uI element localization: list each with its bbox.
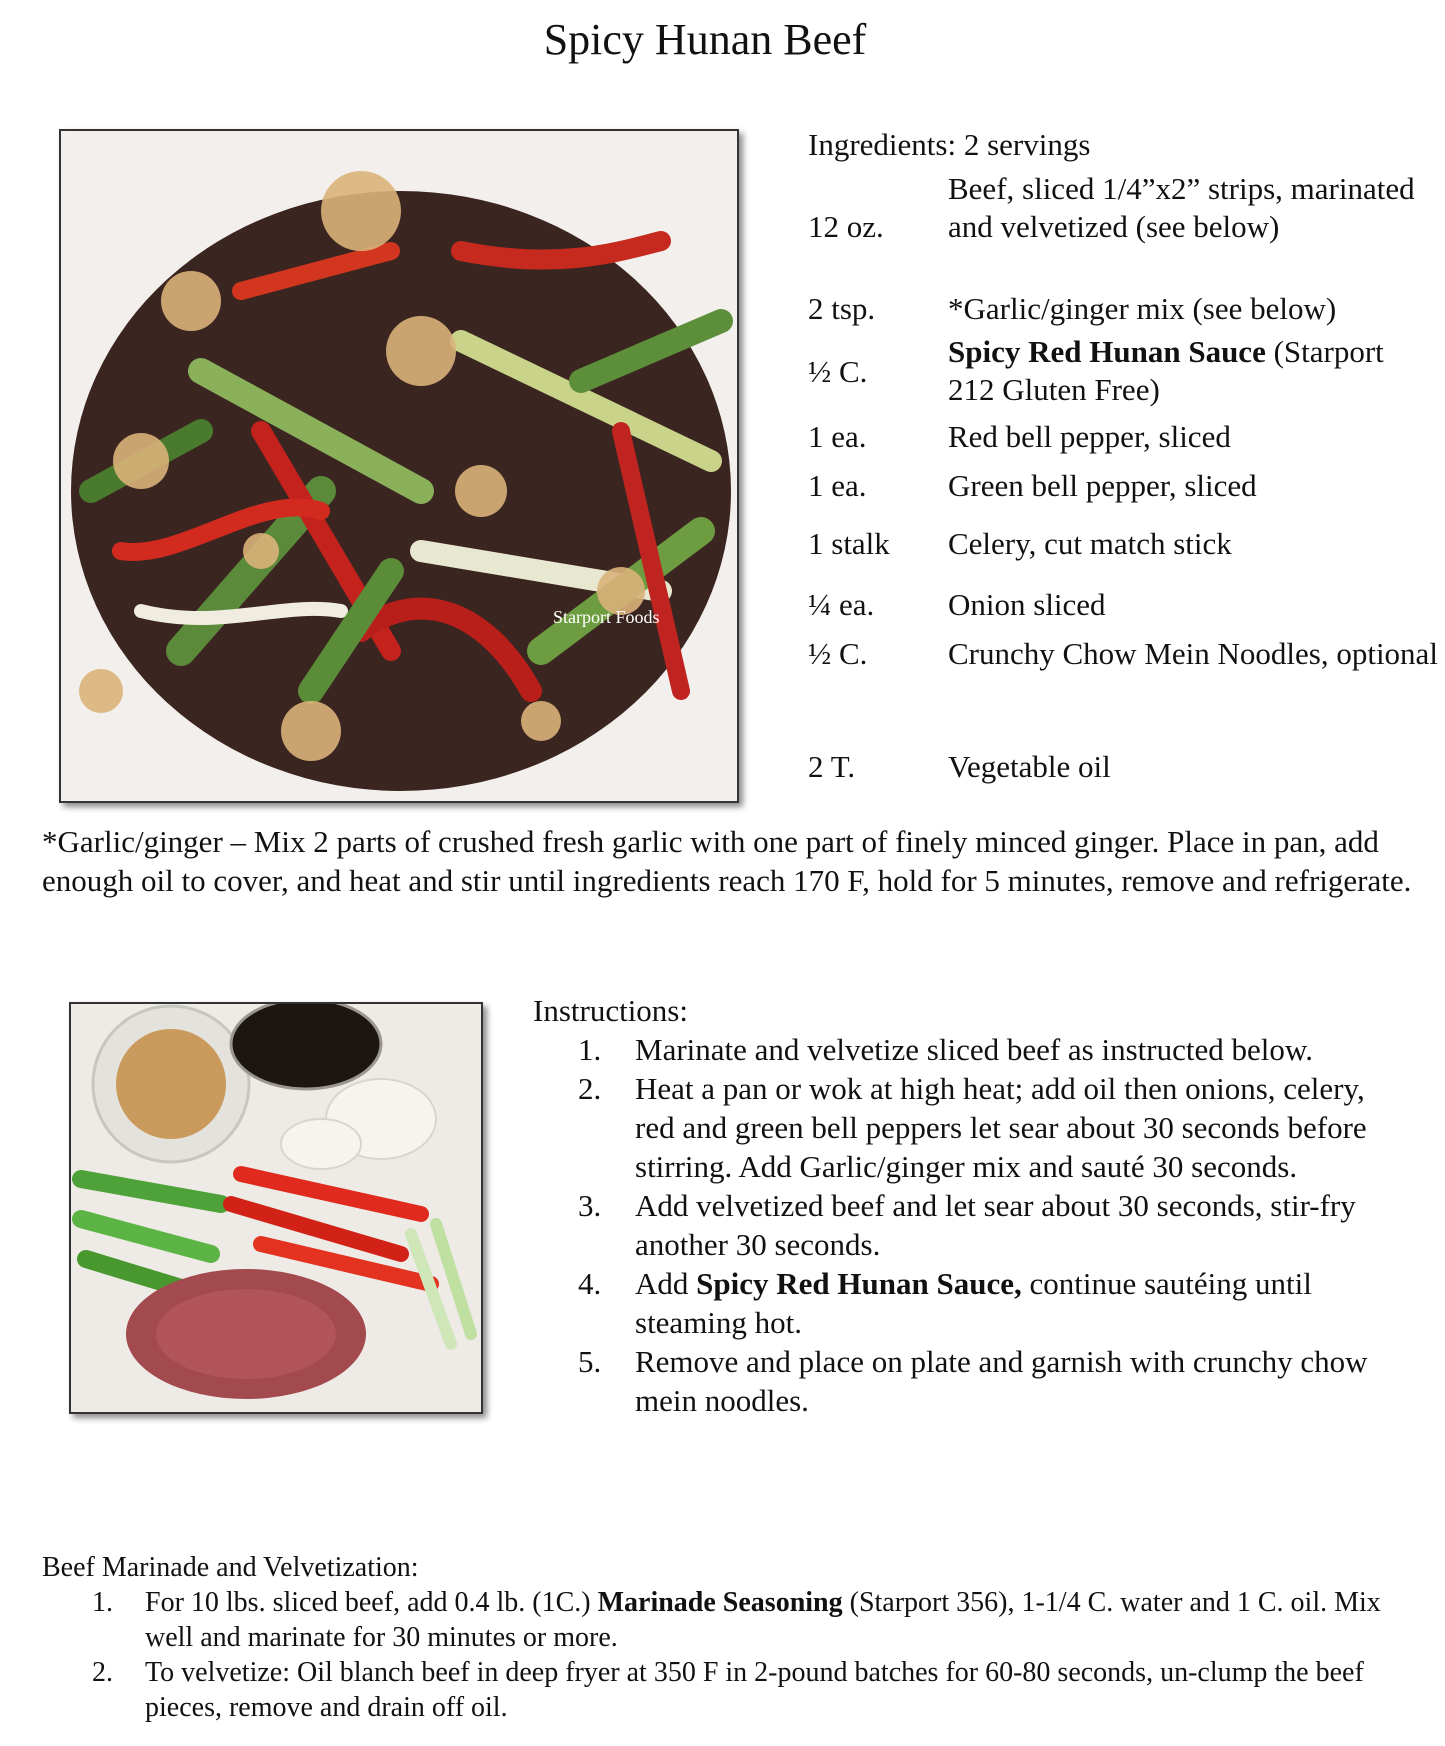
ingredients-title: Ingredients: 2 servings bbox=[808, 127, 1091, 162]
marinade-step bbox=[92, 1655, 1392, 1725]
step-number: 4. bbox=[578, 1266, 602, 1301]
ingredient-qty: 2 T. bbox=[808, 749, 856, 784]
step-number: 3. bbox=[578, 1188, 602, 1223]
step-text-post: (Starport 356), 1-1/4 C. water and 1 C. oil. Mix well and marinate for 30 minutes or more. bbox=[145, 1587, 1381, 1653]
ingredient-item bbox=[948, 333, 1438, 409]
instructions-list bbox=[578, 1030, 1398, 1420]
step-text bbox=[145, 1587, 1381, 1653]
instruction-step bbox=[578, 1342, 1398, 1420]
marinade-step bbox=[92, 1585, 1392, 1655]
ingredient-qty: 1 stalk bbox=[808, 526, 890, 561]
ingredient-qty: ½ C. bbox=[808, 636, 868, 671]
step-text: Add velvetized beef and let sear about 30 seconds, stir-fry another 30 seconds. bbox=[635, 1188, 1356, 1262]
recipe-title: Spicy Hunan Beef bbox=[543, 15, 867, 64]
marinade-list bbox=[92, 1585, 1392, 1725]
ingredient-qty: ¼ ea. bbox=[808, 587, 875, 622]
instruction-step bbox=[578, 1186, 1398, 1264]
watermark-text: Starport Foods bbox=[553, 607, 660, 627]
ingredient-item: Vegetable oil bbox=[948, 749, 1111, 784]
ingredient-qty: 2 tsp. bbox=[808, 291, 876, 326]
ingredient-qty: 1 ea. bbox=[808, 468, 867, 503]
ingredients-prep-photo bbox=[69, 1002, 483, 1414]
ingredient-qty: 1 ea. bbox=[808, 419, 867, 454]
step-number: 2. bbox=[578, 1071, 602, 1106]
ingredient-item: Green bell pepper, sliced bbox=[948, 468, 1257, 503]
step-number: 1. bbox=[578, 1032, 602, 1067]
step-text: Heat a pan or wok at high heat; add oil then onions, celery, red and green bell peppers let sear about 30 seconds before stirring. Add Garlic/ginger mix and sauté 30 seconds. bbox=[635, 1071, 1367, 1184]
step-text-pre: Add bbox=[635, 1266, 697, 1301]
step-text: To velvetize: Oil blanch beef in deep fryer at 350 F in 2-pound batches for 60-80 seconds, un-clump the beef pieces, remove and drain off oil. bbox=[145, 1657, 1364, 1723]
ingredient-item: *Garlic/ginger mix (see below) bbox=[948, 291, 1337, 326]
step-text: Marinate and velvetize sliced beef as instructed below. bbox=[635, 1032, 1313, 1067]
step-number: 2. bbox=[92, 1657, 113, 1688]
beef-dish-photo bbox=[59, 129, 739, 803]
step-text-post: continue sautéing until steaming hot. bbox=[635, 1266, 1312, 1340]
instruction-step bbox=[578, 1030, 1398, 1069]
step-text: Remove and place on plate and garnish with crunchy chow mein noodles. bbox=[635, 1344, 1368, 1418]
ingredient-item: Crunchy Chow Mein Noodles, optional bbox=[948, 636, 1438, 671]
garlic-ginger-note: *Garlic/ginger – Mix 2 parts of crushed fresh garlic with one part of finely minced ginger. Place in pan, add enough oil to cover, and heat and stir until ingredients reach 170 F, hold for 5 minutes, remove and refrigerate. bbox=[42, 824, 1412, 898]
sauce-detail: (Starport 212 Gluten Free) bbox=[948, 334, 1384, 407]
instruction-step bbox=[578, 1069, 1398, 1186]
ingredient-qty: ½ C. bbox=[808, 354, 868, 389]
ingredient-item: Celery, cut match stick bbox=[948, 526, 1232, 561]
sauce-name: Spicy Red Hunan Sauce, bbox=[696, 1266, 1022, 1301]
step-number: 5. bbox=[578, 1344, 602, 1379]
seasoning-name: Marinade Seasoning bbox=[597, 1587, 843, 1618]
ingredient-qty: 12 oz. bbox=[808, 209, 884, 244]
instruction-step bbox=[578, 1264, 1398, 1342]
ingredient-item: Onion sliced bbox=[948, 587, 1106, 622]
instructions-title: Instructions: bbox=[533, 993, 688, 1028]
ingredient-item: Beef, sliced 1/4”x2” strips, marinated and velvetized (see below) bbox=[948, 171, 1415, 244]
step-text bbox=[635, 1266, 1312, 1340]
marinade-title: Beef Marinade and Velvetization: bbox=[42, 1552, 419, 1583]
step-text-pre: For 10 lbs. sliced beef, add 0.4 lb. (1C.) bbox=[145, 1587, 598, 1618]
ingredient-item: Red bell pepper, sliced bbox=[948, 419, 1231, 454]
step-number: 1. bbox=[92, 1587, 113, 1618]
sauce-name: Spicy Red Hunan Sauce bbox=[948, 334, 1266, 369]
